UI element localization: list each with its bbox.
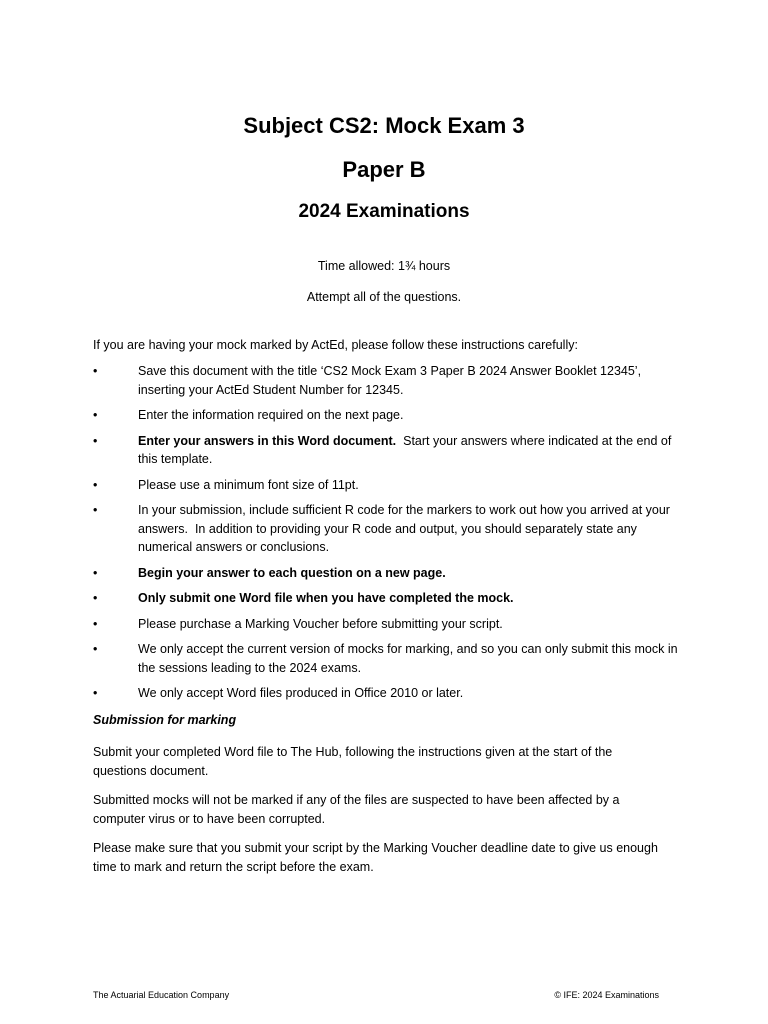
instruction-item: • Begin your answer to each question on a new page. — [93, 564, 683, 583]
time-allowed: Time allowed: 1¾ hours — [317, 259, 451, 273]
instruction-item: • Enter the information required on the next page. — [93, 406, 683, 425]
bullet-icon: • — [93, 433, 98, 448]
instruction-item: • Save this document with the title ‘CS2 Mock Exam 3 Paper B 2024 Answer Booklet 12345’, inserting your ActEd Student Number for 12345. — [93, 364, 642, 397]
submission-paragraph: Please make sure that you submit your script by the Marking Voucher deadline date to give us enough time to mark and return the script before the exam. — [93, 841, 658, 874]
bullet-icon: • — [93, 591, 98, 605]
bullet-icon: • — [93, 616, 98, 631]
footer-copyright: © IFE: 2024 Examinations — [554, 990, 659, 1000]
document-title: Subject CS2: Mock Exam 3 — [243, 113, 525, 138]
instruction-item: • Enter your answers in this Word document. Start your answers where indicated at the end of this template. — [93, 433, 675, 466]
bullet-icon: • — [93, 642, 98, 656]
instructions-intro: If you are having your mock marked by ActEd, please follow these instructions carefully: — [93, 338, 578, 352]
submission-paragraph: Submitted mocks will not be marked if any of the files are suspected to have been affected by a computer virus or to have been corrupted. — [93, 793, 620, 826]
attempt-instruction: Attempt all of the questions. — [306, 290, 462, 304]
bullet-icon: • — [93, 364, 98, 378]
footer-company: The Actuarial Education Company — [93, 990, 230, 1000]
instruction-item: • We only accept Word files produced in Office 2010 or later. — [93, 684, 683, 703]
instruction-item: • In your submission, include sufficient R code for the markers to work out how you arrived at your answers. In addition to providing your R code and output, you should separately state any numerical answers or conclusions. — [93, 503, 674, 554]
bullet-icon: • — [93, 503, 98, 517]
instructions-list — [93, 362, 683, 703]
instruction-item: • Please use a minimum font size of 11pt. — [93, 476, 683, 495]
instruction-item: • Only submit one Word file when you have completed the mock. — [93, 589, 683, 608]
submission-paragraph: Submit your completed Word file to The Hub, following the instructions given at the start of the questions document. — [93, 745, 613, 778]
submission-heading: Submission for marking — [93, 713, 237, 727]
bullet-icon: • — [93, 686, 98, 700]
paper-label: Paper B — [342, 157, 426, 182]
bullet-icon: • — [93, 408, 98, 422]
bullet-icon: • — [93, 477, 98, 492]
bullet-icon: • — [93, 565, 98, 580]
instruction-item: • We only accept the current version of mocks for marking, and so you can only submit this mock in the sessions leading to the 2024 exams. — [93, 642, 678, 675]
instruction-item: • Please purchase a Marking Voucher before submitting your script. — [93, 615, 683, 634]
exam-year: 2024 Examinations — [298, 201, 470, 222]
